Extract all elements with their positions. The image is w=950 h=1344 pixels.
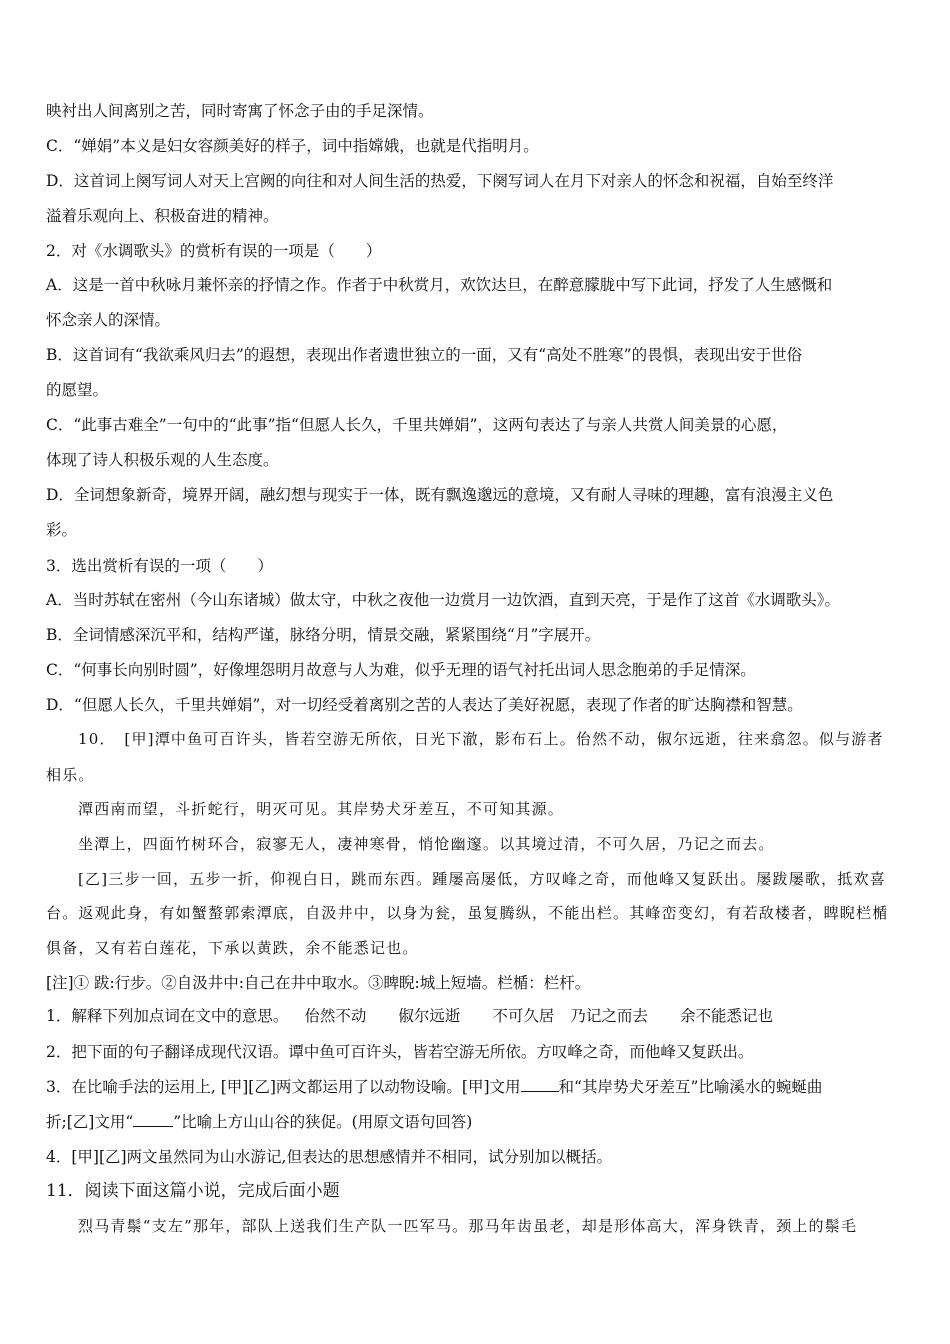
- sub-question-4: 4．[甲][乙]两文虽然同为山水游记,但表达的思想感情并不相同，试分别加以概括。: [46, 1148, 612, 1166]
- question-10-intro: 10． [甲]潭中鱼可百许头，皆若空游无所依，日光下澈，影布石上。佁然不动，俶尔远逝，往来翕忽。似与游者: [78, 730, 884, 748]
- text-line: 彩。: [46, 521, 78, 539]
- option-c: C．“婵娟”本义是妇女容颜美好的样子，词中指嫦娥，也就是代指明月。: [46, 137, 539, 155]
- sub-question-3-cont: [46, 1111, 908, 1133]
- option-d: D．全词想象新奇，境界开阔，融幻想与现实于一体，既有飘逸邈远的意境，又有耐人寻味的理趣，富有浪漫主义色: [46, 486, 834, 504]
- answer-blank[interactable]: [521, 1077, 559, 1092]
- option-c: C．“此事古难全”一句中的“此事”指“但愿人长久，千里共婵娟”，这两句表达了与亲人共赏人间美景的心愿，: [46, 416, 788, 434]
- option-a: A．这是一首中秋咏月兼怀亲的抒情之作。作者于中秋赏月，欢饮达旦，在醉意朦胧中写下此词，抒发了人生感慨和: [46, 276, 833, 294]
- classical-text-paragraph: 潭西南而望，斗折蛇行，明灭可见。其岸势犬牙差互，不可知其源。: [78, 800, 565, 818]
- option-b: B．这首词有“我欲乘风归去”的遐想，表现出作者遗世独立的一面，又有“高处不胜寒”的畏惧，表现出安于世俗: [46, 346, 803, 364]
- word-item: 余不能悉记也: [679, 1007, 773, 1025]
- text-line: 体现了诗人积极乐观的人生态度。: [46, 451, 279, 469]
- option-d: D．这首词上阕写词人对天上宫阙的向往和对人间生活的热爱，下阕写词人在月下对亲人的怀念和祝福，自始至终洋: [46, 172, 834, 190]
- text-line: 怀念亲人的深情。: [46, 311, 171, 329]
- classical-text-paragraph: [乙]三步一回，五步一折，仰视白日，跳而东西。踵屡高屡低，方叹峰之奇，而他峰又复跃出。屡跋屡歌，抵欢喜: [78, 870, 886, 888]
- text-line: 溢着乐观向上、积极奋进的精神。: [46, 207, 279, 225]
- sub-question-3: [46, 1076, 908, 1098]
- option-b: B．全词情感深沉平和，结构严谨，脉络分明，情景交融，紧紧围绕“月”字展开。: [46, 626, 601, 644]
- classical-text-paragraph: 坐潭上，四面竹树环合，寂寥无人，凄神寒骨，悄怆幽邃。以其境过清，不可久居，乃记之而去。: [78, 835, 775, 853]
- option-d: D．“但愿人长久，千里共婵娟”，对一切经受着离别之苦的人表达了美好祝愿，表现了作者的旷达胸襟和智慧。: [46, 696, 803, 714]
- classical-text-paragraph: 俱备，又有若白莲花，下承以黄跌，余不能悉记也。: [46, 939, 419, 957]
- text-line: 相乐。: [46, 766, 95, 784]
- sub-question-3-text: 折;[乙]文用“: [46, 1113, 134, 1131]
- sub-question-3-text: 3．在比喻手法的运用上, [甲][乙]两文都运用了以动物设喻。[甲]文用: [46, 1078, 521, 1096]
- sub-question-1: [46, 1005, 908, 1027]
- question-2: 2．对《水调歌头》的赏析有误的一项是（ ）: [46, 242, 382, 260]
- word-item: 乃记之而去: [570, 1007, 648, 1025]
- word-item: 俶尔远逝: [398, 1007, 461, 1025]
- word-item: 不可久居: [492, 1007, 555, 1025]
- sub-question-3-text: 和“其岸势犬牙差互”比喻溪水的蜿蜒曲: [558, 1078, 823, 1096]
- story-paragraph: 烈马青鬃“支左”那年，部队上送我们生产队一匹军马。那马年齿虽老，却是形体高大，浑身铁青，颈上的鬃毛: [78, 1217, 858, 1235]
- word-item: 佁然不动: [304, 1007, 367, 1025]
- text-line: 的愿望。: [46, 381, 109, 399]
- question-3: 3．选出赏析有误的一项（ ）: [46, 557, 273, 575]
- sub-question-1-label: 1．解释下列加点词在文中的意思。: [46, 1007, 289, 1025]
- sub-question-2: 2．把下面的句子翻译成现代汉语。谭中鱼可百许头，皆若空游无所依。方叹峰之奇，而他峰又复跃出。: [46, 1043, 754, 1061]
- option-c: C．“何事长向别时圆”，好像埋怨明月故意与人为难，似乎无理的语气衬托出词人思念胞弟的手足情深。: [46, 661, 756, 679]
- annotation-note: [注]① 跋:行步。②自汲井中:自己在井中取水。③睥睨:城上短墙。栏楯：栏杆。: [46, 974, 591, 992]
- text-line: 映衬出人间离别之苦，同时寄寓了怀念子由的手足深情。: [46, 102, 434, 120]
- question-11-heading: 11．阅读下面这篇小说，完成后面小题: [46, 1181, 340, 1201]
- classical-text-paragraph: 台。返观此身，有如蟹螯郭索潭底，自汲井中，以身为瓮，虽复腾纵，不能出栏。其峰峦变幻，有若敌楼者，睥睨栏楯: [46, 904, 889, 922]
- answer-blank[interactable]: [133, 1112, 173, 1127]
- option-a: A．当时苏轼在密州（今山东诸城）做太守，中秋之夜他一边赏月一边饮酒，直到天亮，于是作了这首《水调歌头》。: [46, 591, 840, 609]
- sub-question-3-text: ”比喻上方山山谷的狭促。(用原文语句回答): [173, 1113, 473, 1131]
